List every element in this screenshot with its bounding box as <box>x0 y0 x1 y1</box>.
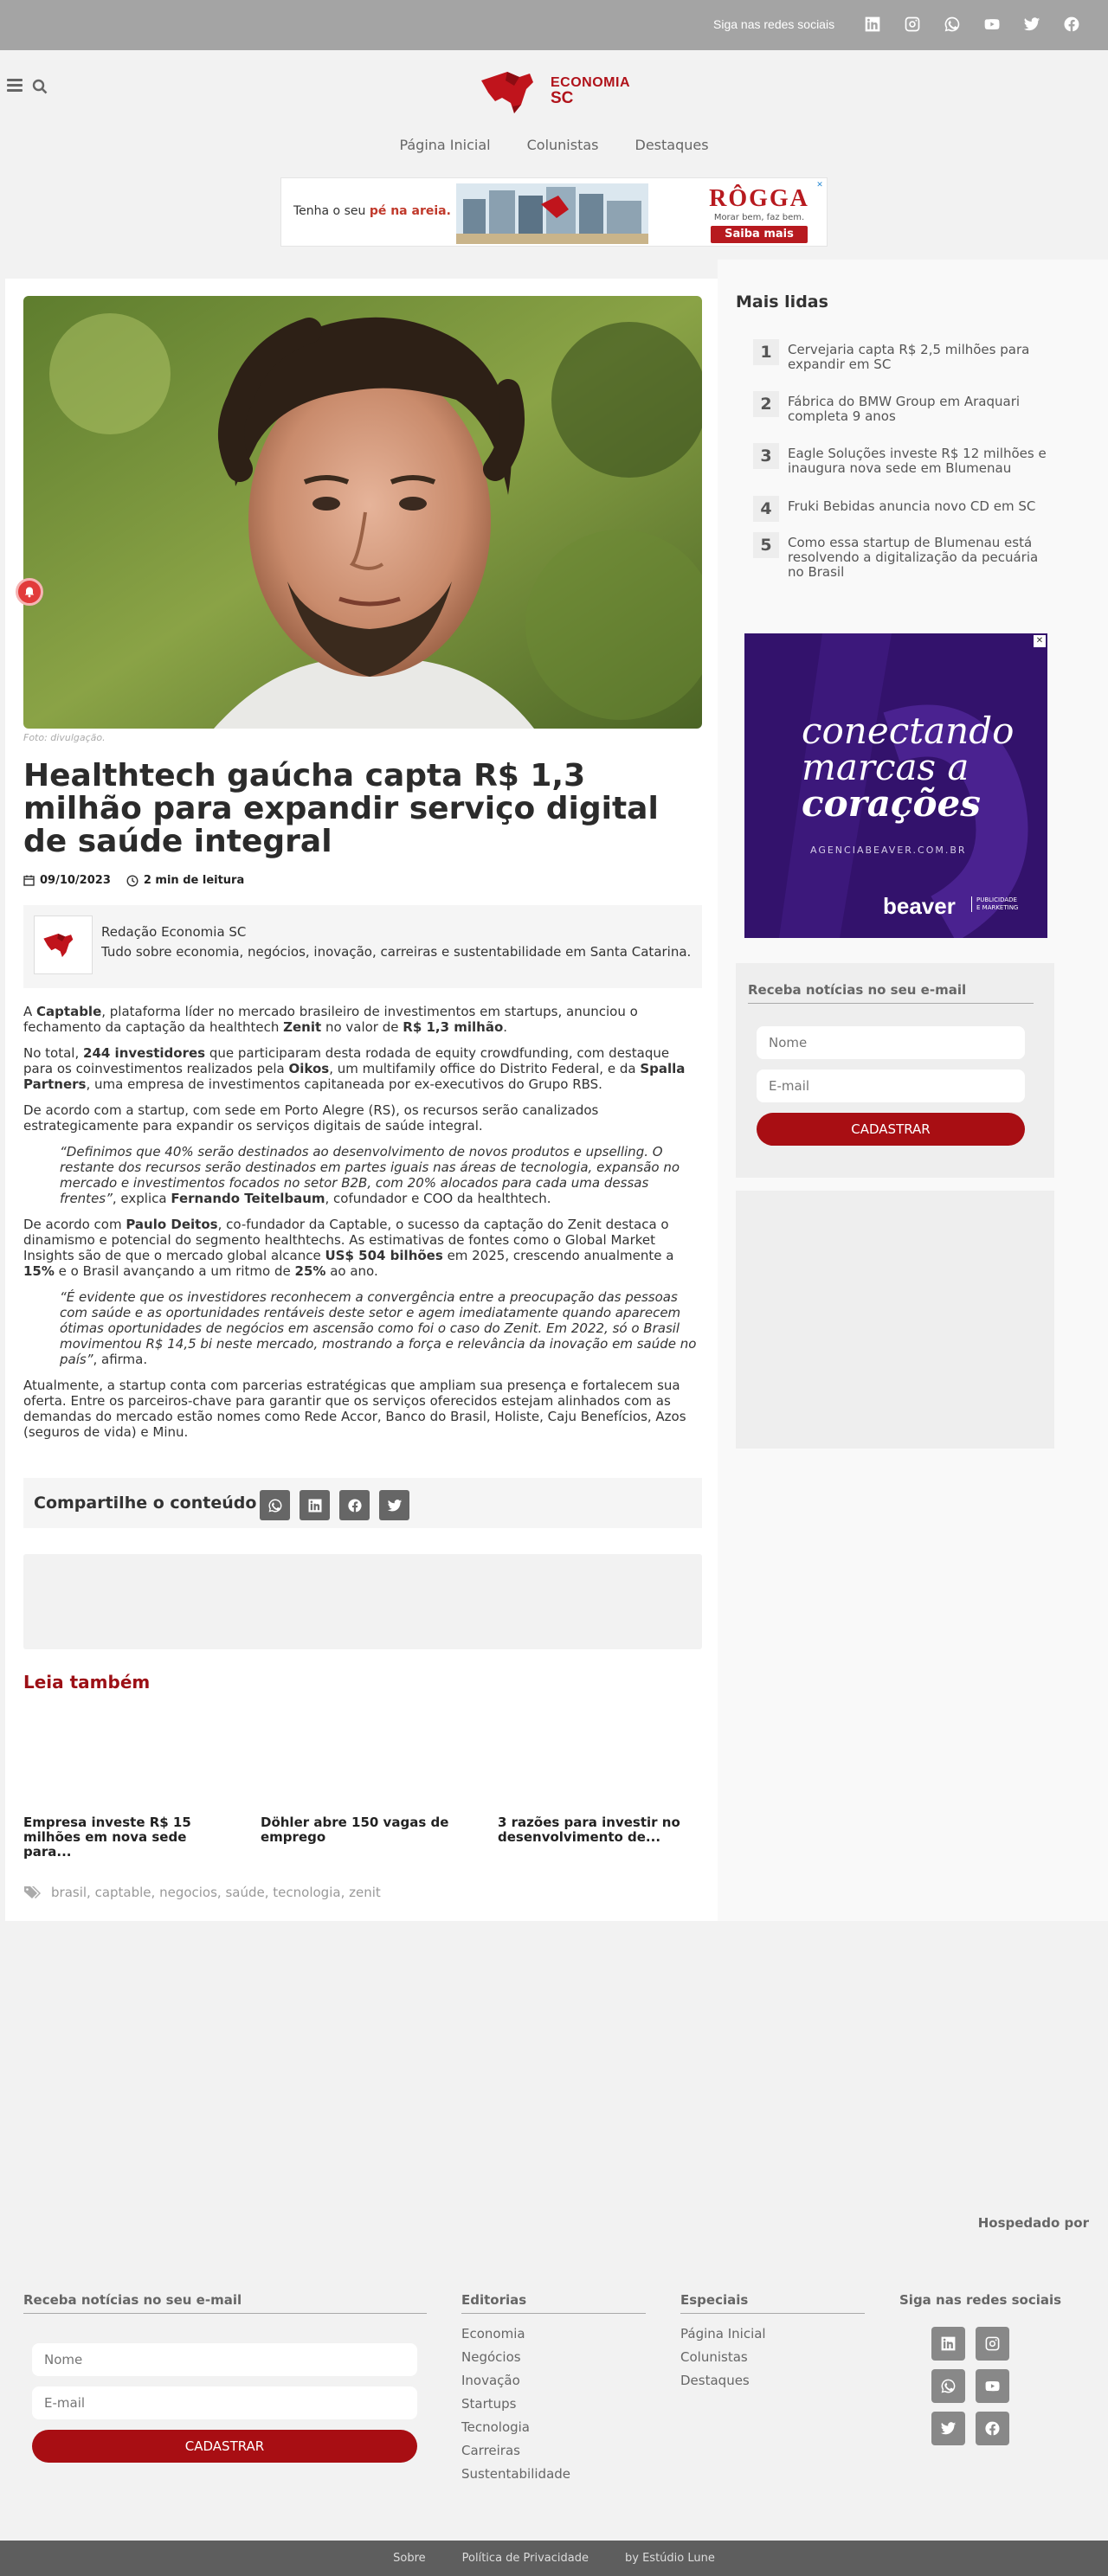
newsletter-name-input[interactable] <box>757 1026 1025 1059</box>
paragraph-4: De acordo com Paulo Deitos, co-fundador da Captable, o sucesso da captação do Zenit destaca o dinamismo e potencial do segmento healthtechs. As estimativas de fontes como o Global Market Insights são de que o mercado global alcance US$ 504 bilhões em 2025, crescendo anualmente a 15% e o Brasil avançando a um ritmo de 25% ao ano. <box>23 1217 674 1279</box>
saiba-mais-button[interactable]: Saiba mais <box>711 226 808 243</box>
tag-link[interactable]: captable <box>94 1885 151 1900</box>
linkedin-icon[interactable] <box>864 16 881 33</box>
top-bar <box>0 0 1108 50</box>
footer-submit-button[interactable]: CADASTRAR <box>32 2430 417 2463</box>
date-text: 09/10/2023 <box>40 874 111 887</box>
rogga-name: RÔGGA <box>709 185 809 212</box>
footer-newsletter-title: Receba notícias no seu e-mail <box>23 2292 427 2314</box>
rogga-banner-ad[interactable] <box>280 177 828 247</box>
share-facebook-icon[interactable] <box>339 1490 370 1520</box>
ad-site: AGENCIABEAVER.COM.BR <box>810 845 967 856</box>
article-title: Healthtech gaúcha capta R$ 1,3 milhão para expandir serviço digital de saúde integral <box>23 758 659 859</box>
related-card-title[interactable]: Döhler abre 150 vagas de emprego <box>261 1815 449 1845</box>
footer-link-sobre[interactable]: Sobre <box>393 2552 426 2565</box>
editoria-link[interactable]: Economia <box>461 2326 525 2342</box>
footer-newsletter <box>23 2292 427 2314</box>
rogga-brand <box>702 187 816 243</box>
clock-icon <box>126 875 138 887</box>
footer-especiais <box>680 2292 865 2393</box>
sidebar-newsletter <box>736 963 1054 1178</box>
related-title: Leia também <box>23 1672 151 1693</box>
tags-icon <box>23 1885 42 1899</box>
read-time <box>126 874 244 887</box>
rank-number: 2 <box>753 391 779 417</box>
share-buttons <box>260 1490 409 1520</box>
twitter-icon[interactable] <box>1023 16 1040 33</box>
hosted-by-label: Hospedado por <box>977 2215 1089 2231</box>
ad-headline: Tenha o seu pé na areia. <box>293 204 451 218</box>
especial-link[interactable]: Página Inicial <box>680 2326 766 2342</box>
author-box <box>23 905 702 988</box>
footer-social-icons <box>931 2327 1053 2445</box>
related-posts <box>23 1715 702 1860</box>
most-read-title-link[interactable]: Fruki Bebidas anuncia novo CD em SC <box>788 498 1036 514</box>
youtube-icon[interactable] <box>976 2369 1009 2403</box>
sidebar <box>718 260 1108 1921</box>
sidebar-ad-placeholder <box>736 1191 1054 1449</box>
paragraph-2: No total, 244 investidores que participaram desta rodada de equity crowdfunding, com destaque para os coinvestimentos realizados pela Oikos, um multifamily office do Distrito Federal, e da Spalla Partners, uma empresa de investimentos capitaneada por ex-executivos do Grupo RBS. <box>23 1045 686 1092</box>
quote-2: “É evidente que os investidores reconhecem a convergência entre a preocupação das pessoas com saúde e as oportunidades rentáveis deste setor e agem imediatamente quando aparecem ótimas oportunidades de negócios em ascensão como foi o caso do Zenit. Em 2022, só o Brasil movimentou R$ 14,5 bi neste mercado, mostrando a força e relevância da inovação em saúde no país”, afirma. <box>60 1289 697 1367</box>
calendar-icon <box>23 875 35 886</box>
facebook-icon[interactable] <box>976 2412 1009 2445</box>
most-read-title-link[interactable]: Eagle Soluções investe R$ 12 milhões e inaugura nova sede em Blumenau <box>788 446 1047 476</box>
newsletter-submit-button[interactable]: CADASTRAR <box>757 1113 1025 1146</box>
related-thumbnail[interactable] <box>23 1715 226 1802</box>
especial-link[interactable]: Destaques <box>680 2373 750 2388</box>
instagram-icon[interactable] <box>976 2327 1009 2361</box>
footer-email-input[interactable] <box>32 2386 417 2419</box>
read-time-text: 2 min de leitura <box>143 874 245 887</box>
most-read-title-link[interactable]: Como essa startup de Blumenau está resolvendo a digitalização da pecuária no Brasil <box>788 535 1039 580</box>
tag-list: brasil, captable, negocios, saúde, tecnologia, zenit <box>23 1885 381 1900</box>
share-whatsapp-icon[interactable] <box>260 1490 290 1520</box>
editoria-link[interactable]: Carreiras <box>461 2443 520 2458</box>
share-linkedin-icon[interactable] <box>300 1490 330 1520</box>
logo-text <box>551 76 630 108</box>
site-header <box>0 50 1108 260</box>
nav-colunistas[interactable]: Colunistas <box>526 137 599 153</box>
nav-home[interactable]: Página Inicial <box>399 137 491 153</box>
tag-link[interactable]: brasil <box>51 1885 87 1900</box>
search-icon[interactable] <box>32 79 48 94</box>
newsletter-email-input[interactable] <box>757 1070 1025 1102</box>
related-card[interactable] <box>261 1715 463 1860</box>
paragraph-3: De acordo com a startup, com sede em Porto Alegre (RS), os recursos serão canalizados estrategicamente para expandir os serviços digitais de saúde integral. <box>23 1102 599 1134</box>
newsletter-title: Receba notícias no seu e-mail <box>748 982 1034 1004</box>
bottom-bar <box>0 2541 1108 2576</box>
site-logo[interactable] <box>476 63 632 120</box>
whatsapp-icon[interactable] <box>944 16 961 33</box>
editoria-link[interactable]: Sustentabilidade <box>461 2466 571 2482</box>
ad-close-icon[interactable]: ✕ <box>816 181 823 190</box>
footer-editorias <box>461 2292 646 2486</box>
ad-placeholder <box>23 1554 702 1649</box>
article-hero-image <box>23 296 702 729</box>
nav-destaques[interactable]: Destaques <box>635 137 709 153</box>
tag-link[interactable]: tecnologia <box>273 1885 341 1900</box>
linkedin-icon[interactable] <box>931 2327 965 2361</box>
article-meta <box>23 874 244 887</box>
ad-brand-sub: PUBLICIDADE E MARKETING <box>971 896 1018 912</box>
related-card-title[interactable]: 3 razões para investir no desenvolvimento de... <box>498 1815 680 1845</box>
notification-bell-icon[interactable] <box>16 578 43 606</box>
share-section <box>23 1478 702 1528</box>
related-thumbnail[interactable] <box>498 1715 700 1802</box>
share-twitter-icon[interactable] <box>379 1490 409 1520</box>
editoria-link[interactable]: Negócios <box>461 2349 521 2365</box>
related-card[interactable] <box>498 1715 700 1860</box>
youtube-icon[interactable] <box>983 16 1001 33</box>
footer-name-input[interactable] <box>32 2343 417 2376</box>
ad-brand: beaver <box>883 893 956 919</box>
paragraph-1: A Captable, plataforma líder no mercado brasileiro de investimentos em startups, anunciou o fechamento da captação da healthtech Zenit no valor de R$ 1,3 milhão. <box>23 1004 638 1035</box>
beaver-ad[interactable] <box>744 633 1047 938</box>
editorias-title: Editorias <box>461 2292 646 2314</box>
share-label: Compartilhe o conteúdo <box>34 1494 257 1513</box>
related-thumbnail[interactable] <box>261 1715 463 1802</box>
author-name[interactable]: Redação Economia SC <box>101 924 247 940</box>
rogga-tagline: Morar bem, faz bem. <box>713 213 805 222</box>
logo-line2: SC <box>551 89 574 108</box>
most-read-title-link[interactable]: Fábrica do BMW Group em Araquari completa 9 anos <box>788 394 1021 424</box>
hamburger-menu-icon[interactable] <box>7 79 23 93</box>
editoria-link[interactable]: Tecnologia <box>461 2419 530 2435</box>
related-card[interactable] <box>23 1715 226 1860</box>
rank-number: 3 <box>753 443 779 469</box>
especial-link[interactable]: Colunistas <box>680 2349 748 2365</box>
related-card-title[interactable]: Empresa investe R$ 15 milhões em nova sede para... <box>23 1815 191 1860</box>
rank-number: 4 <box>753 496 779 522</box>
article-column <box>5 279 718 1921</box>
footer-social <box>899 2292 1090 2313</box>
tag-link[interactable]: zenit <box>349 1885 381 1900</box>
most-read-title: Mais lidas <box>736 292 828 312</box>
paragraph-5: Atualmente, a startup conta com parcerias estratégicas que ampliam sua presença e fortalecem sua oferta. Entre os parceiros-chave para garantir que os serviços oferecidos estejam alinhados com as demandas do mercado estão nomes como Rede Accor, Banco do Brasil, Holiste, Caju Benefícios, Azos (seguros de vida) e Minu. <box>23 1378 686 1440</box>
buildings-illustration <box>456 183 648 244</box>
ad-headline: conectando marcas a corações <box>802 710 1015 825</box>
logo-mark-icon <box>476 63 556 120</box>
footer-link-privacy[interactable]: Política de Privacidade <box>461 2552 589 2565</box>
quote-1: “Definimos que 40% serão destinados ao desenvolvimento de novos produtos e upselling. O restante dos recursos serão destinados em partes iguais nas áreas de tecnologia, expansão no mercado e investimentos focados no setor B2B, com 20% alocados para cada uma dessas frentes”, explica Fernando Teitelbaum, cofundador e COO da healthtech. <box>60 1144 680 1206</box>
ad-close-icon[interactable]: ✕ <box>1034 635 1046 647</box>
facebook-icon[interactable] <box>1063 16 1080 33</box>
author-description: Tudo sobre economia, negócios, inovação, carreiras e sustentabilidade em Santa Catarina. <box>101 944 692 960</box>
article-date <box>23 874 111 887</box>
rank-number: 1 <box>753 339 779 365</box>
twitter-icon[interactable] <box>931 2412 965 2445</box>
author-avatar[interactable] <box>34 915 93 974</box>
especiais-title: Especiais <box>680 2292 865 2314</box>
top-social-icons <box>864 16 1080 33</box>
editoria-link[interactable]: Inovação <box>461 2373 520 2388</box>
whatsapp-icon[interactable] <box>931 2369 965 2403</box>
footer-social-title: Siga nas redes sociais <box>899 2292 1062 2308</box>
logo-line1: ECONOMIA <box>551 74 630 90</box>
instagram-icon[interactable] <box>904 16 921 33</box>
photo-caption: Foto: divulgação. <box>23 732 106 743</box>
rank-number: 5 <box>753 532 779 558</box>
tag-link[interactable]: negocios <box>159 1885 217 1900</box>
article-body <box>23 1004 702 1450</box>
main-nav <box>0 137 1108 153</box>
tag-link[interactable]: saúde <box>225 1885 265 1900</box>
footer-link-credit[interactable]: by Estúdio Lune <box>625 2552 715 2565</box>
editoria-link[interactable]: Startups <box>461 2396 517 2412</box>
most-read-title-link[interactable]: Cervejaria capta R$ 2,5 milhões para expandir em SC <box>788 342 1030 372</box>
social-label: Siga nas redes sociais <box>713 17 835 31</box>
